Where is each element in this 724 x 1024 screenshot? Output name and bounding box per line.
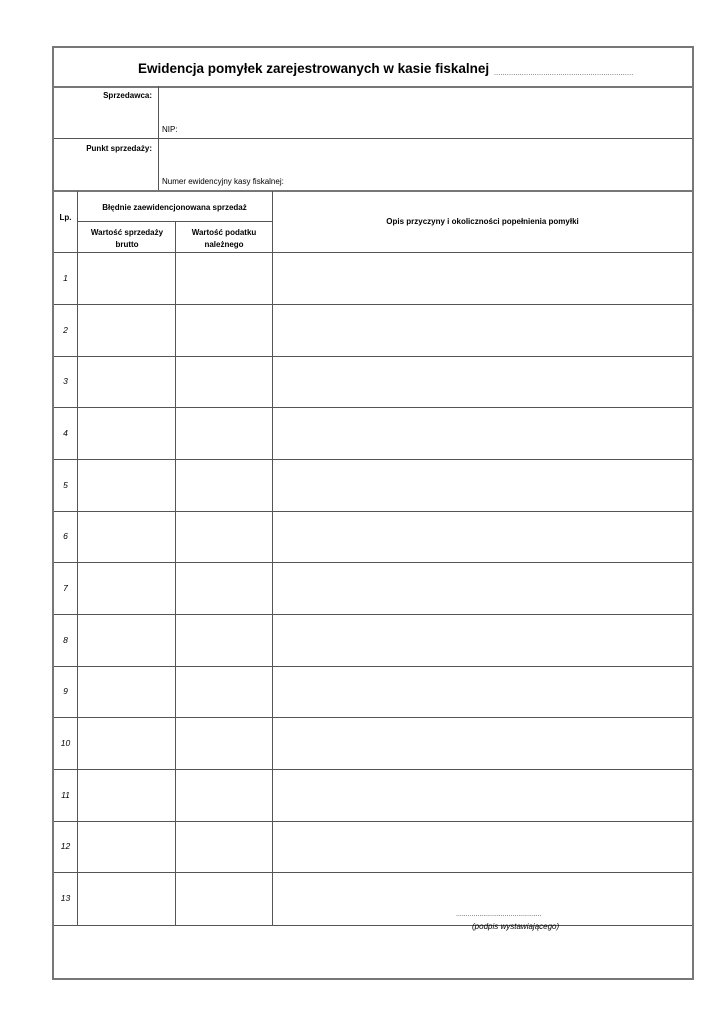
row-line <box>54 407 692 408</box>
header-incorrect-sale: Błędnie zaewidencjonowana sprzedaż <box>102 203 247 212</box>
row-number: 8 <box>63 635 68 645</box>
row-number: 2 <box>63 325 68 335</box>
row-line <box>54 511 692 512</box>
header-description: Opis przyczyny i okoliczności popełnienia pomyłki <box>386 217 579 226</box>
point-separator <box>158 139 159 190</box>
row-line <box>54 925 692 926</box>
row-number: 6 <box>63 531 68 541</box>
col-line-tax <box>272 191 273 925</box>
point-of-sale-row <box>54 139 692 192</box>
row-number: 5 <box>63 480 68 490</box>
register-number-label: Numer ewidencyjny kasy fiskalnej: <box>162 177 284 186</box>
header-gross-value: Wartość sprzedaży brutto <box>90 228 164 249</box>
form-title: Ewidencja pomyłek zarejestrowanych w kasie fiskalnej <box>138 61 490 76</box>
row-number: 10 <box>60 738 71 748</box>
seller-separator <box>158 86 159 138</box>
signature-label: (podpis wystawiającego) <box>472 922 560 931</box>
row-line <box>54 304 692 305</box>
col-line-gross <box>175 221 176 925</box>
row-line <box>54 562 692 563</box>
title-dotted-line: ................................................................. <box>494 70 634 77</box>
point-of-sale-label: Punkt sprzedaży: <box>86 144 152 153</box>
error-log-form <box>52 46 694 980</box>
row-line <box>54 356 692 357</box>
row-line <box>54 717 692 718</box>
nip-label: NIP: <box>162 125 178 134</box>
row-number: 7 <box>63 583 68 593</box>
title-row <box>54 48 692 88</box>
header-lp: Lp. <box>59 213 72 222</box>
row-number: 1 <box>63 273 68 283</box>
row-number: 13 <box>60 893 71 903</box>
col-line-lp <box>77 191 78 925</box>
records-table <box>54 191 692 978</box>
row-line <box>54 872 692 873</box>
row-number: 4 <box>63 428 68 438</box>
row-number: 11 <box>61 790 70 800</box>
seller-label: Sprzedawca: <box>103 91 152 100</box>
header-bottom-line <box>54 252 692 253</box>
row-line <box>54 666 692 667</box>
seller-row <box>54 86 692 139</box>
header-group-line <box>77 221 272 222</box>
row-line <box>54 769 692 770</box>
row-line <box>54 614 692 615</box>
row-line <box>54 459 692 460</box>
row-number: 3 <box>63 376 68 386</box>
row-number: 9 <box>63 686 68 696</box>
row-line <box>54 821 692 822</box>
header-tax-value: Wartość podatku należnego <box>191 228 257 249</box>
signature-dotted-line: ............................................ <box>456 911 542 918</box>
row-number: 12 <box>60 841 71 851</box>
